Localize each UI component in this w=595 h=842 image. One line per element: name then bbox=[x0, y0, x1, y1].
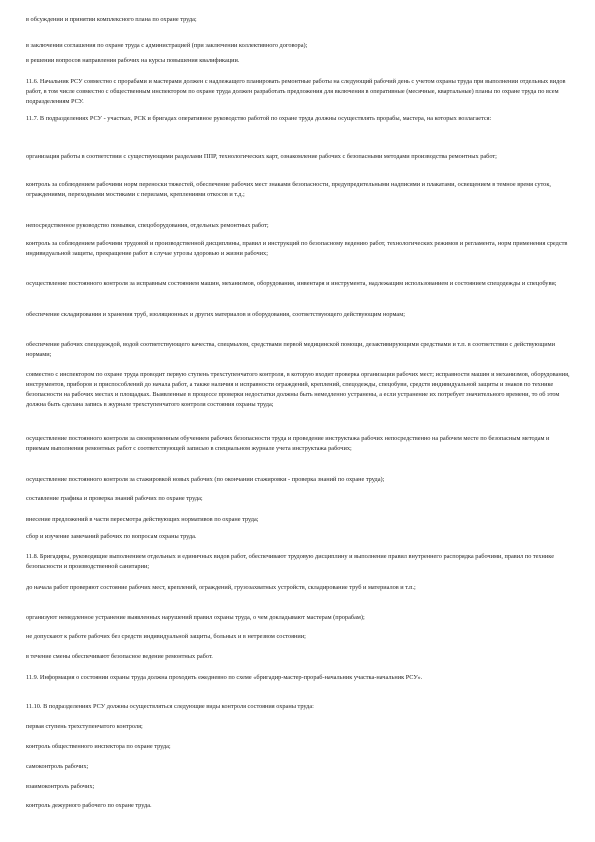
paragraph: контроль дежурного рабочего по охране труда. bbox=[26, 802, 152, 809]
paragraph: осуществление постоянного контроля за своевременным обучением рабочих безопасности труда и проведение инструктажа рабочих непосредственно на рабочем месте по безопасным методам и приемам выполнения ремонтных работ с соответствующей записью в специальном журнале учета инструктажа рабочих; bbox=[26, 435, 550, 452]
paragraph: организация работы в соответствии с существующими разделами ППР, технологических карт, ознакомление рабочих с безопасными методами производства ремонтных работ; bbox=[26, 153, 497, 160]
paragraph: 11.6. Начальник РСУ совместно с прорабами и мастерами должен с надлежащего планировать ремонтные работы на следующий рабочий день с учетом охраны труда при выполнении отдельных видов работ, в том числе совместно с общественным инспектором по охране труда должен разработать предложения для включения в оперативные (месячные, квартальные) планы по охране труда по всем подразделениям РСУ. bbox=[26, 78, 566, 105]
paragraph: 11.10. В подразделениях РСУ должны осуществляться следующие виды контроля состояния охраны труда: bbox=[26, 703, 314, 710]
paragraph: организуют немедленное устранение выявленных нарушений правил охраны труда, о чем докладывают мастерам (прорабам); bbox=[26, 614, 365, 621]
paragraph: в обсуждении и принятии комплексного плана по охране труда; bbox=[26, 16, 197, 23]
paragraph: непосредственное руководство помывки, спецоборудования, отдельных ремонтных работ; bbox=[26, 222, 269, 229]
paragraph: самоконтроль рабочих; bbox=[26, 763, 89, 770]
paragraph: 11.9. Информация о состоянии охраны труда должна проходить ежедневно по схеме «бригадир-мастер-прораб-начальник участка-начальник РСУ». bbox=[26, 674, 423, 681]
paragraph: в течение смены обеспечивают безопасное ведение ремонтных работ. bbox=[26, 653, 213, 660]
paragraph: не допускают к работе рабочих без средств индивидуальной защиты, больных и в нетрезвом состоянии; bbox=[26, 633, 306, 640]
paragraph: 11.8. Бригадиры, руководящие выполнением отдельных и единичных видов работ, обеспечивают трудовую дисциплину и выполнение правил внутреннего распорядка рабочими, правил по технике безопасности и производственной санитарии; bbox=[26, 553, 554, 570]
paragraph: обеспечение складирования и хранения труб, изоляционных и других материалов и оборудования, соответствующего действующим нормам; bbox=[26, 311, 405, 318]
paragraph: составление графика и проверка знаний рабочих по охране труда; bbox=[26, 495, 203, 502]
paragraph: в заключении соглашения по охране труда с администрацией (при заключении коллективного договора); bbox=[26, 42, 308, 49]
paragraph: контроль общественного инспектора по охране труда; bbox=[26, 743, 171, 750]
paragraph: совместно с инспектором по охране труда проводит первую ступень трехступенчатого контроля, в которую входит проверка организации рабочих мест; исправности машин и механизмов, оборудования, инструментов, приборов и приспособлений до начала работ, а также наличия и исправности ограждений, креплений, спецодежды, спецобуви, средств индивидуальной защиты и знаков по технике безопасности на рабочих местах и площадках. Выявленные в процессе проверки недостатки должны быть немедленно устранены, а если устранение их потребует значительного времени, то об этом должна быть сделана запись в журнале трехступенчатого контроля состояния охраны труда; bbox=[26, 371, 570, 408]
paragraph: обеспечение рабочих спецодеждой, водой соответствующего качества, спецмылом, средствами первой медицинской помощи, дезактивирующими средствами и т.п. в соответствии с действующими нормами; bbox=[26, 341, 555, 358]
paragraph: до начала работ проверяют состояние рабочих мест, креплений, ограждений, грузозахватных устройств, складирование труб и материалов и т.п.; bbox=[26, 584, 416, 591]
paragraph: контроль за соблюдением рабочими трудовой и производственной дисциплины, правил и инструкций по безопасному ведению работ, технологических режимов и регламента, норм применения средств индивидуальной защиты, прекращение работ в случае угрозы здоровью и жизни рабочих; bbox=[26, 240, 568, 257]
paragraph: осуществление постоянного контроля за исправным состоянием машин, механизмов, оборудования, инвентаря и инструмента, надлежащим использованием и состоянием спецодежды и спецобуви; bbox=[26, 280, 557, 287]
paragraph: сбор и изучение замечаний рабочих по вопросам охраны труда. bbox=[26, 533, 197, 540]
paragraph: в решении вопросов направления рабочих на курсы повышения квалификации. bbox=[26, 57, 240, 64]
paragraph: 11.7. В подразделениях РСУ - участках, РСК и бригадах оперативное руководство работой по охране труда должны осуществлять прорабы, мастера, на которых возлагается: bbox=[26, 115, 492, 122]
paragraph: взаимоконтроль рабочих; bbox=[26, 783, 95, 790]
paragraph: контроль за соблюдением рабочими норм переноски тяжестей, обеспечение рабочих мест знаками безопасности, предупредительными надписями и плакатами, освещением в темное время суток, ограждениями, переходными мостиками с перилами, креплениями откосов и т.д.; bbox=[26, 181, 551, 198]
paragraph: первая ступень трехступенчатого контроля; bbox=[26, 723, 143, 730]
paragraph: внесение предложений в части пересмотра действующих нормативов по охране труда; bbox=[26, 516, 259, 523]
paragraph: осуществление постоянного контроля за стажировкой новых рабочих (по окончании стажировки - проверка знаний по охране труда); bbox=[26, 476, 385, 483]
